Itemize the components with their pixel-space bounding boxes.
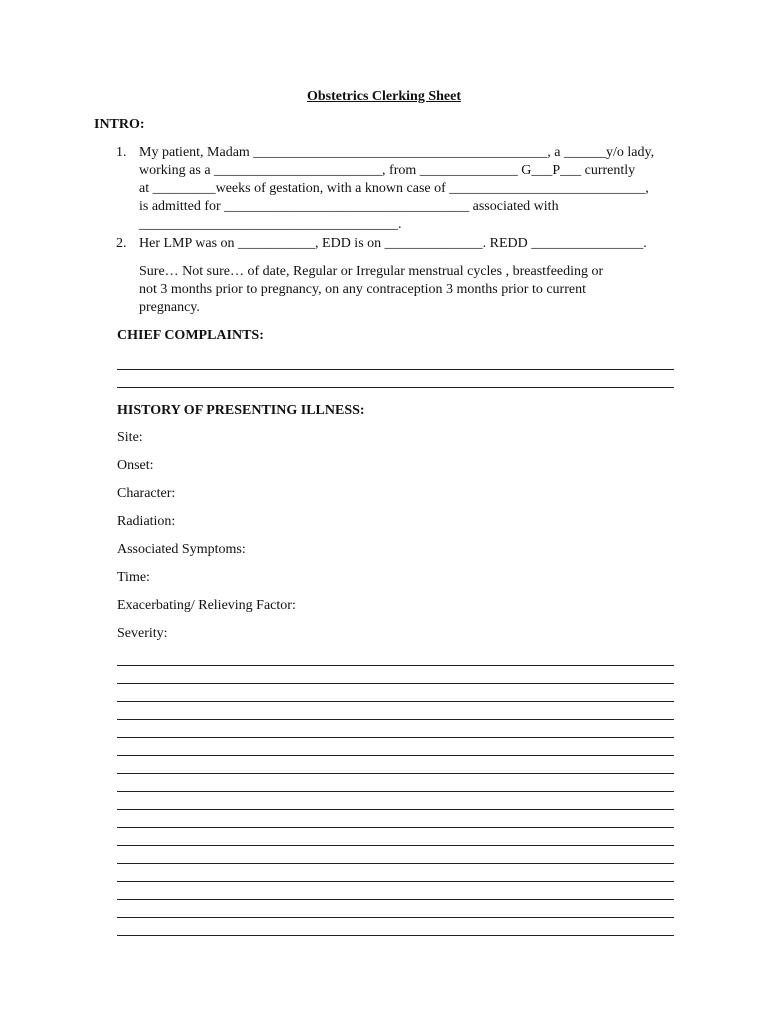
hpi-field-radiation: Radiation: <box>117 514 176 529</box>
sure-line: pregnancy. <box>139 300 200 315</box>
hpi-field-associated-symptoms: Associated Symptoms: <box>117 542 246 557</box>
page-title: Obstetrics Clerking Sheet <box>307 89 461 104</box>
hpi-heading: HISTORY OF PRESENTING ILLNESS: <box>117 403 365 418</box>
sure-line: not 3 months prior to pregnancy, on any contraception 3 months prior to current <box>139 282 586 297</box>
intro-line: is admitted for ___________________________________ associated with <box>139 199 559 214</box>
intro-line: My patient, Madam __________________________________________, a ______y/o lady, <box>139 145 655 160</box>
writing-line[interactable] <box>117 809 674 810</box>
hpi-field-onset: Onset: <box>117 458 154 473</box>
lmp-line: Her LMP was on ___________, EDD is on ______________. REDD ________________. <box>139 236 647 251</box>
answer-line[interactable] <box>117 387 674 388</box>
writing-line[interactable] <box>117 845 674 846</box>
intro-line: working as a ________________________, from ______________ G___P___ currently <box>139 163 636 178</box>
intro-heading: INTRO: <box>94 117 145 132</box>
writing-line[interactable] <box>117 755 674 756</box>
sure-line: Sure… Not sure… of date, Regular or Irregular menstrual cycles , breastfeeding or <box>139 264 604 279</box>
hpi-field-exacerbating-relieving: Exacerbating/ Relieving Factor: <box>117 598 296 613</box>
intro-line: at _________weeks of gestation, with a known case of ____________________________, <box>139 181 649 196</box>
writing-line[interactable] <box>117 665 674 666</box>
item-number: 2. <box>116 236 127 251</box>
writing-line[interactable] <box>117 881 674 882</box>
writing-line[interactable] <box>117 719 674 720</box>
writing-line[interactable] <box>117 791 674 792</box>
writing-line[interactable] <box>117 773 674 774</box>
writing-line[interactable] <box>117 899 674 900</box>
item-number: 1. <box>116 145 127 160</box>
writing-line[interactable] <box>117 827 674 828</box>
writing-line[interactable] <box>117 701 674 702</box>
writing-line[interactable] <box>117 683 674 684</box>
writing-line[interactable] <box>117 935 674 936</box>
writing-line[interactable] <box>117 737 674 738</box>
hpi-field-severity: Severity: <box>117 626 168 641</box>
answer-line[interactable] <box>117 369 674 370</box>
hpi-field-site: Site: <box>117 430 143 445</box>
writing-line[interactable] <box>117 917 674 918</box>
hpi-field-character: Character: <box>117 486 176 501</box>
writing-line[interactable] <box>117 863 674 864</box>
chief-complaints-heading: CHIEF COMPLAINTS: <box>117 328 264 343</box>
intro-line: _____________________________________. <box>139 217 402 232</box>
hpi-field-time: Time: <box>117 570 150 585</box>
